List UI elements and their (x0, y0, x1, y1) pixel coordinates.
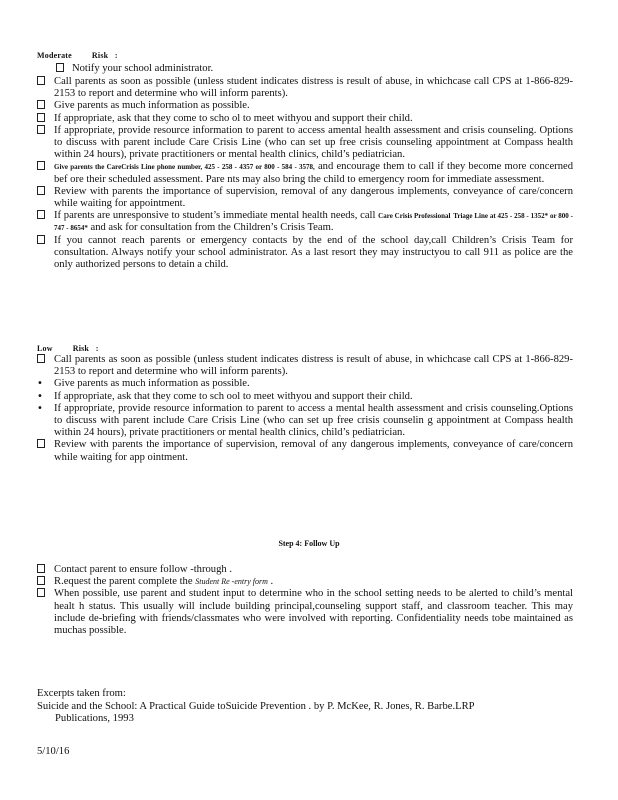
checkbox-bullet-icon (37, 588, 49, 600)
list-item: When possible, use parent and student input to determine who in the school setting needs to be alerted to child’s mental healt h status. This usually will include building principal,counseling support staff, and classroom teacher. This may include de-briefing with friends/classmates who were involved with reporting. Confidentiality needs tobe maintained as muchas possible. (37, 588, 573, 637)
checkbox-bullet-icon (37, 354, 49, 366)
heading-word: Risk (91, 51, 109, 60)
heading-word: Moderate (37, 51, 72, 60)
document-date: 5/10/16 (37, 746, 70, 757)
list-item: Call parents as soon as possible (unless student indicates distress is result of abuse, in whichcase call CPS at 1-866-829-2153 to report and determine who will inform parents). (37, 76, 573, 100)
citation-line: Suicide and the School: A Practical Guide toSuicide Prevention . by P. McKee, R. Jones, R. Barbe.LRP (37, 701, 475, 712)
list-item: Review with parents the importance of supervision, removal of any dangerous implements, conveyance of care/concern while waiting for appointment. (37, 186, 573, 210)
checkbox-bullet-icon (37, 564, 49, 576)
list-item: Call parents as soon as possible (unless student indicates distress is result of abuse, in whichcase call CPS at 1-866-829-2153 to report and determine who will inform parents). (37, 354, 573, 378)
list-item: Review with parents the importance of supervision, removal of any dangerous implements, conveyance of care/concern while waiting for app ointment. (37, 439, 573, 463)
heading-colon: : (95, 344, 99, 353)
heading-word: Low (37, 344, 53, 353)
checkbox-bullet-icon (37, 113, 49, 125)
crisis-line-number: Give parents the CareCrisis Line phone number, 425 - 258 - 4357 or 800 - 584 - 3578, (54, 163, 315, 172)
triage-line-number: Triage Line at 425 - 258 - 1352* or 800 - 747 - 8654* (54, 212, 573, 233)
list-item: If parents are unresponsive to student’s immediate mental health needs, call Care Crisis Professional Triage Line at 425 - 258 - 1352* or 800 - 747 - 8654* and ask for consultation from the Children’s Crisis Team. (37, 210, 573, 234)
list-item: Give parents as much information as possible. (37, 100, 573, 112)
citation (37, 701, 475, 713)
list-item: If appropriate, provide resource information to parent to access amental health assessment and crisis counseling. Options to discuss with parent include Care Crisis Line (who can set up free crisis counseling appointment at Compass health within 24 hours), private practitioners or mental health clinics, child’s pediatrician. (37, 125, 573, 162)
list-item: • If appropriate, ask that they come to sch ool to meet withyou and support their child. (37, 390, 413, 402)
excerpts-label: Excerpts taken from: (37, 688, 126, 699)
moderate-risk-heading (37, 50, 118, 62)
list-item: • If appropriate, provide resource information to parent to access a mental health assessment and crisis counseling.Options to discuss with parent include Care Crisis Line (who can set up free crisis counselin g appointment at Compass health within 24 hours), private practitioners or mental health clinics, child’s pediatrician. (37, 402, 573, 439)
list-item: If you cannot reach parents or emergency contacts by the end of the school day,call Children’s Crisis Team for consultation. Always notify your school administrator. As a last resort they may instructyou to call 911 as police are the only authorized persons to detain a child. (37, 235, 573, 272)
checkbox-bullet-icon (37, 439, 49, 451)
dot-bullet-icon: • (37, 378, 43, 390)
list-item: If appropriate, ask that they come to scho ol to meet withyou and support their child. (37, 113, 573, 125)
list-item: R.equest the parent complete the Student Re -entry form . (37, 576, 573, 588)
checkbox-bullet-icon (37, 76, 49, 88)
moderate-risk-list (37, 76, 573, 271)
dot-bullet-icon: • (37, 402, 43, 414)
checkbox-bullet-icon (37, 125, 49, 137)
dot-bullet-icon: • (37, 390, 43, 402)
heading-word: Risk (72, 344, 90, 353)
reentry-form-name: Student Re -entry form (195, 577, 268, 587)
follow-up-list (37, 564, 573, 637)
notify-admin-item (56, 63, 213, 75)
list-item: • Give parents as much information as possible. (37, 378, 250, 390)
citation-line: Publications, 1993 (55, 713, 134, 724)
heading-colon: : (114, 51, 118, 60)
low-risk-list (37, 354, 573, 464)
list-item: Contact parent to ensure follow -through . (37, 564, 573, 576)
checkbox-bullet-icon (37, 100, 49, 112)
checkbox-bullet-icon (37, 576, 49, 588)
list-item: Give parents the CareCrisis Line phone number, 425 - 258 - 4357 or 800 - 584 - 3578, and encourage them to call if they become more concerned bef ore their scheduled assessment. Pare nts may also bring the child to emergency room for immediate assessment. (37, 161, 573, 185)
checkbox-bullet-icon (37, 161, 49, 173)
step-4-heading: Step 4: Follow Up (278, 539, 340, 548)
checkbox-bullet-icon (37, 210, 49, 222)
checkbox-bullet-icon (37, 186, 49, 198)
checkbox-bullet-icon (37, 235, 49, 247)
checkbox-bullet-icon (56, 63, 64, 72)
item-text: Notify your school administrator. (71, 63, 214, 74)
